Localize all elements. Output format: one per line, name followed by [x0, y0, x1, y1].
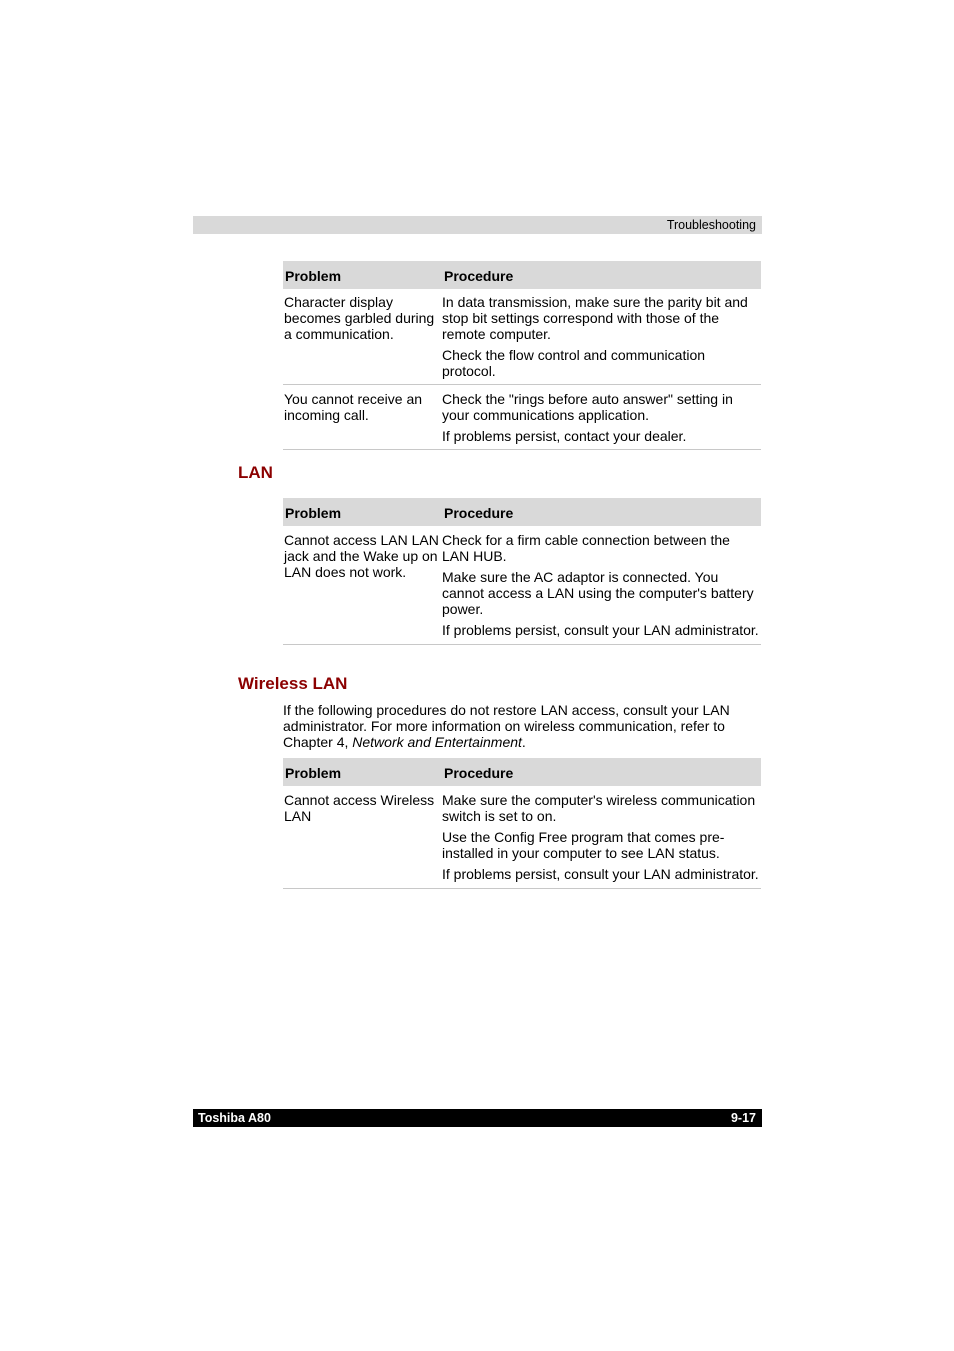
- intro-suffix: .: [521, 734, 526, 750]
- intro-chapter-title: Network and Entertainment: [352, 734, 522, 750]
- table-row: [283, 289, 761, 385]
- column-header-procedure: Procedure: [444, 505, 514, 521]
- procedure-step: If problems persist, contact your dealer.: [442, 428, 687, 444]
- column-header-procedure: Procedure: [444, 268, 514, 284]
- problem-cell: You cannot receive an incoming call.: [284, 391, 423, 423]
- section-title-lan: LAN: [238, 463, 273, 482]
- procedure-step: If problems persist, consult your LAN administrator.: [442, 866, 759, 882]
- procedure-cell: [442, 532, 761, 638]
- table-row: [283, 786, 761, 889]
- column-header-problem: Problem: [285, 505, 342, 521]
- modem-troubleshooting-table: [283, 261, 761, 450]
- procedure-step: Make sure the computer's wireless communication switch is set to on.: [442, 792, 756, 824]
- intro-text: If the following procedures do not restore LAN access, consult your LAN administrator. For more information on wireless communication, refer to Chapter 4,: [283, 702, 730, 750]
- wireless-lan-troubleshooting-table: [283, 758, 761, 889]
- procedure-step: Check the "rings before auto answer" setting in your communications application.: [442, 391, 733, 423]
- procedure-step: Make sure the AC adaptor is connected. You cannot access a LAN using the computer's battery power.: [442, 569, 754, 617]
- procedure-cell: [442, 792, 761, 882]
- column-header-problem: Problem: [285, 268, 342, 284]
- section-title-wireless-lan: Wireless LAN: [238, 674, 348, 693]
- problem-cell: Character display becomes garbled during a communication.: [284, 294, 435, 342]
- procedure-step: If problems persist, consult your LAN administrator.: [442, 622, 759, 638]
- wireless-lan-intro: [283, 702, 761, 750]
- column-header-problem: Problem: [285, 765, 342, 781]
- lan-troubleshooting-table: [283, 498, 761, 645]
- problem-cell: Cannot access LAN LAN jack and the Wake up on LAN does not work.: [284, 532, 439, 580]
- problem-cell: Cannot access Wireless LAN: [284, 792, 435, 824]
- table-header: [283, 498, 761, 526]
- table-header: [283, 758, 761, 786]
- procedure-step: Use the Config Free program that comes pre-installed in your computer to see LAN status.: [442, 829, 725, 861]
- header-section-title: Troubleshooting: [666, 218, 756, 232]
- footer-product-name: Toshiba A80: [198, 1111, 271, 1125]
- table-row: [283, 385, 761, 450]
- procedure-cell: [442, 391, 761, 444]
- page-footer-bar: [193, 1109, 762, 1127]
- procedure-step: Check for a firm cable connection between the LAN HUB.: [442, 532, 730, 564]
- column-header-procedure: Procedure: [444, 765, 514, 781]
- procedure-step: Check the flow control and communication protocol.: [442, 347, 706, 379]
- procedure-step: In data transmission, make sure the parity bit and stop bit settings correspond with those of the remote computer.: [442, 294, 748, 342]
- procedure-cell: [442, 294, 761, 379]
- table-row: [283, 526, 761, 645]
- page-header-bar: [193, 216, 762, 234]
- table-header: [283, 261, 761, 289]
- footer-page-number: 9-17: [730, 1111, 756, 1125]
